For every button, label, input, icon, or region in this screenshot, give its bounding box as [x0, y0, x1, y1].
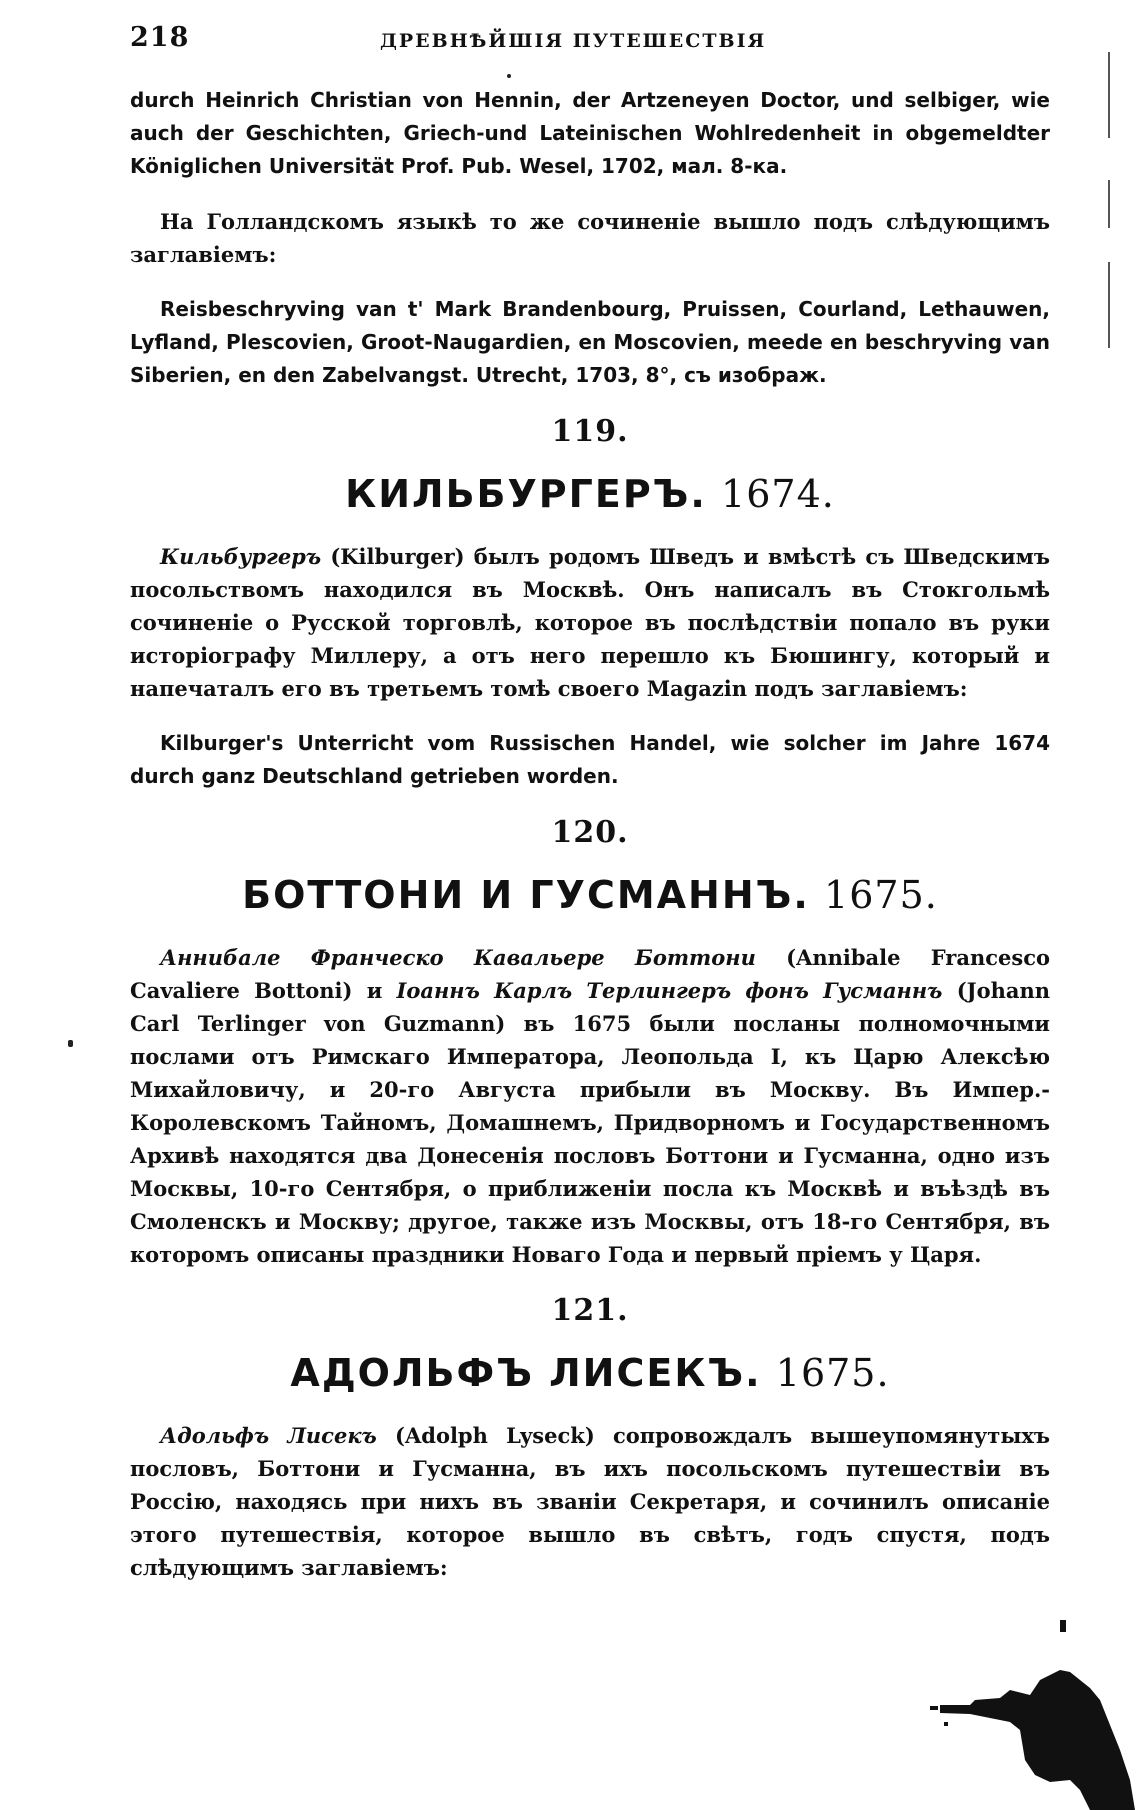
section-title-name: БОТТОНИ И ГУСМАННЪ. [242, 873, 810, 917]
paragraph-kilburger [130, 540, 1050, 705]
paragraph-dutch-title: Reisbeschryving van t' Mark Brandenbourg, Pruissen, Courland, Lethauwen, Lyfland, Plescovien, Groot-Naugardien, en Moscovien, meede en beschryving van Siberien, en den Zabelvangst. Utrecht, 1703, 8°, съ изображ. [130, 297, 1050, 387]
paragraph-hennin-citation: durch Heinrich Christian von Hennin, der Artzeneyen Doctor, und selbiger, wie auch der Geschichten, Griech-und Lateinischen Wohlredenheit in obgemeldter Königlichen Universität Prof. Pub. Wesel, 1702, мал. 8-ка. [130, 88, 1050, 178]
page-number: 218 [130, 22, 190, 53]
section-number-119: 119. [551, 414, 629, 449]
section-number-121: 121. [551, 1293, 629, 1328]
person-name-2: Іоаннъ Карлъ Терлингеръ фонъ Гусманнъ [396, 978, 943, 1003]
stray-mark-left [68, 1040, 73, 1047]
section-title-year: 1675. [775, 1351, 890, 1395]
person-name: Кильбургеръ [160, 544, 322, 569]
person-name: Адольфъ Лисекъ [160, 1423, 377, 1448]
section-title-year: 1674. [721, 472, 835, 516]
section-title-lyseck [130, 1350, 1050, 1395]
section-title-kilburger [130, 471, 1050, 516]
section-title-bottoni [130, 872, 1050, 917]
section-title-name: КИЛЬБУРГЕРЪ. [345, 472, 707, 516]
margin-rule-top [1108, 52, 1110, 138]
section-title-year: 1675. [824, 873, 938, 917]
section-number-120: 120. [551, 815, 629, 850]
person-name: Аннибале Франческо Кавальере Боттони [160, 945, 756, 970]
paragraph-text: (Kilburger) былъ родомъ Шведъ и вмѣстѣ съ Шведскимъ посольствомъ находился въ Москвѣ. Онъ написалъ въ Стокгольмѣ сочиненіе о Русской торговлѣ, которое въ послѣдствіи попало въ руки исторіографу Миллеру, а отъ него перешло къ Бюшингу, который и напечаталъ его въ третьемъ томѣ своего Magazin подъ заглавіемъ: [130, 544, 1050, 701]
paragraph-dutch-edition: На Голландскомъ языкѣ то же сочиненіе вышло подъ слѣдующимъ заглавіемъ: [130, 209, 1050, 267]
section-title-name: АДОЛЬФЪ ЛИСЕКЪ. [290, 1351, 762, 1395]
paragraph-lyseck [130, 1419, 1050, 1584]
margin-rule-low [1108, 262, 1110, 348]
paragraph-text: (Adolph Lyseck) сопровождалъ вышеупомянутыхъ пословъ, Боттони и Гусманна, въ ихъ посольскомъ путешествіи въ Россію, находясь при нихъ въ званіи Секретаря, и сочинилъ описаніе этого путешествія, которое вышло въ свѣтъ, годъ спустя, подъ слѣдующимъ заглавіемъ: [130, 1423, 1051, 1580]
page-content [130, 84, 1050, 1606]
running-title: ДРЕВНѢЙШІЯ ПУТЕШЕСТВІЯ [380, 30, 767, 52]
paragraph-text: (Johann Carl Terlinger von Guzmann) въ 1675 были посланы полномочными послами отъ Римскаго Императора, Леопольда I, къ Царю Алексѣю Михайловичу, и 20-го Августа прибыли въ Москву. Въ Импер.-Королевскомъ Тайномъ, Домашнемъ, Придворномъ и Государственномъ Архивѣ находятся два Донесенія пословъ Боттони и Гусманна, одно изъ Москвы, 10-го Сентября, о приближеніи посла къ Москвѣ и въѣздѣ въ Смоленскъ и Москву; другое, также изъ Москвы, отъ 18-го Сентября, въ которомъ описаны праздники Новаго Года и первый пріемъ у Царя. [130, 978, 1050, 1267]
scan-artifact [930, 1610, 1140, 1810]
margin-rule-mid [1108, 180, 1110, 228]
paragraph-bottoni [130, 941, 1050, 1271]
page-header [130, 22, 1050, 62]
paragraph-text: (Annibale Francesco Cavaliere Bottoni) и [130, 945, 1050, 1003]
paragraph-kilburger-title: Kilburger's Unterricht vom Russischen Handel, wie solcher im Jahre 1674 durch ganz Deutschland getrieben worden. [130, 731, 1050, 788]
stray-mark-top [507, 74, 511, 78]
